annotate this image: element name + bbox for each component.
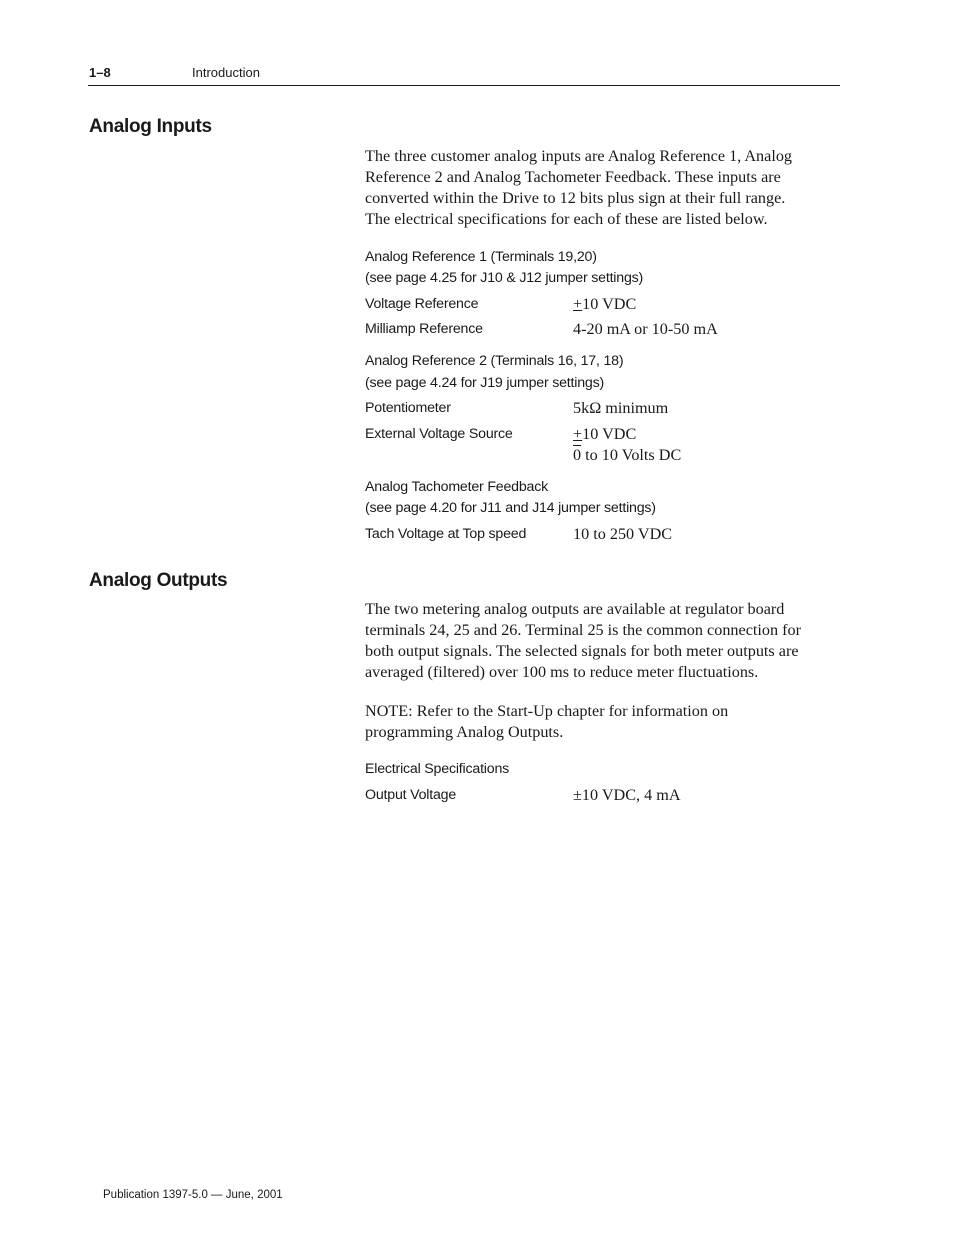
spec-label: Voltage Reference xyxy=(365,296,479,312)
chapter-title: Introduction xyxy=(192,65,260,80)
analog-inputs-heading: Analog Inputs xyxy=(89,116,212,137)
intro-line: The two metering analog outputs are available at regulator board xyxy=(365,600,785,618)
intro-line: terminals 24, 25 and 26. Terminal 25 is the common connection for xyxy=(365,621,801,639)
value-text: 10 VDC xyxy=(582,295,637,313)
plus-minus-sign: + xyxy=(573,425,583,443)
header-rule xyxy=(88,85,840,86)
spec-value: 10 to 250 VDC xyxy=(573,525,673,543)
note-line: programming Analog Outputs. xyxy=(365,723,564,741)
spec-label: Output Voltage xyxy=(365,787,457,803)
intro-line: converted within the Drive to 12 bits plus sign at their full range. xyxy=(365,189,786,207)
analog-outputs-intro xyxy=(365,599,837,683)
ref1-note: (see page 4.25 for J10 & J12 jumper settings) xyxy=(365,270,644,286)
analog-outputs-heading: Analog Outputs xyxy=(89,570,228,591)
spec-label: Milliamp Reference xyxy=(365,321,483,337)
intro-line: Reference 2 and Analog Tachometer Feedback. These inputs are xyxy=(365,168,781,186)
page-number: 1–8 xyxy=(89,65,111,80)
plus-minus-sign: + xyxy=(573,295,583,313)
analog-outputs-note xyxy=(365,701,837,743)
spec-value: ±10 VDC, 4 mA xyxy=(573,786,681,804)
intro-line: averaged (filtered) over 100 ms to reduce meter fluctuations. xyxy=(365,663,759,681)
publication-footer: Publication 1397-5.0 — June, 2001 xyxy=(103,1189,283,1201)
spec-label: Potentiometer xyxy=(365,400,451,416)
analog-inputs-intro xyxy=(365,146,837,230)
ref1-title: Analog Reference 1 (Terminals 19,20) xyxy=(365,249,597,265)
electrical-specs-title: Electrical Specifications xyxy=(365,761,510,777)
overlined-zero: 0 xyxy=(573,446,582,464)
intro-line: The three customer analog inputs are Analog Reference 1, Analog xyxy=(365,147,793,165)
intro-line: The electrical specifications for each of these are listed below. xyxy=(365,210,768,228)
intro-line: both output signals. The selected signals for both meter outputs are xyxy=(365,642,799,660)
tach-title: Analog Tachometer Feedback xyxy=(365,479,549,495)
spec-label: Tach Voltage at Top speed xyxy=(365,526,527,542)
spec-value: 5kΩ minimum xyxy=(573,399,669,417)
spec-label: External Voltage Source xyxy=(365,426,513,442)
spec-value-line2 xyxy=(573,445,681,466)
tach-note: (see page 4.20 for J11 and J14 jumper settings) xyxy=(365,500,656,516)
ref2-title: Analog Reference 2 (Terminals 16, 17, 18) xyxy=(365,353,624,369)
spec-value: 4-20 mA or 10-50 mA xyxy=(573,320,718,338)
note-line: NOTE: Refer to the Start-Up chapter for information on xyxy=(365,702,729,720)
spec-value xyxy=(573,294,636,315)
value-text: to 10 Volts DC xyxy=(581,446,682,464)
spec-value xyxy=(573,424,636,445)
value-text: 10 VDC xyxy=(582,425,637,443)
ref2-note: (see page 4.24 for J19 jumper settings) xyxy=(365,375,605,391)
